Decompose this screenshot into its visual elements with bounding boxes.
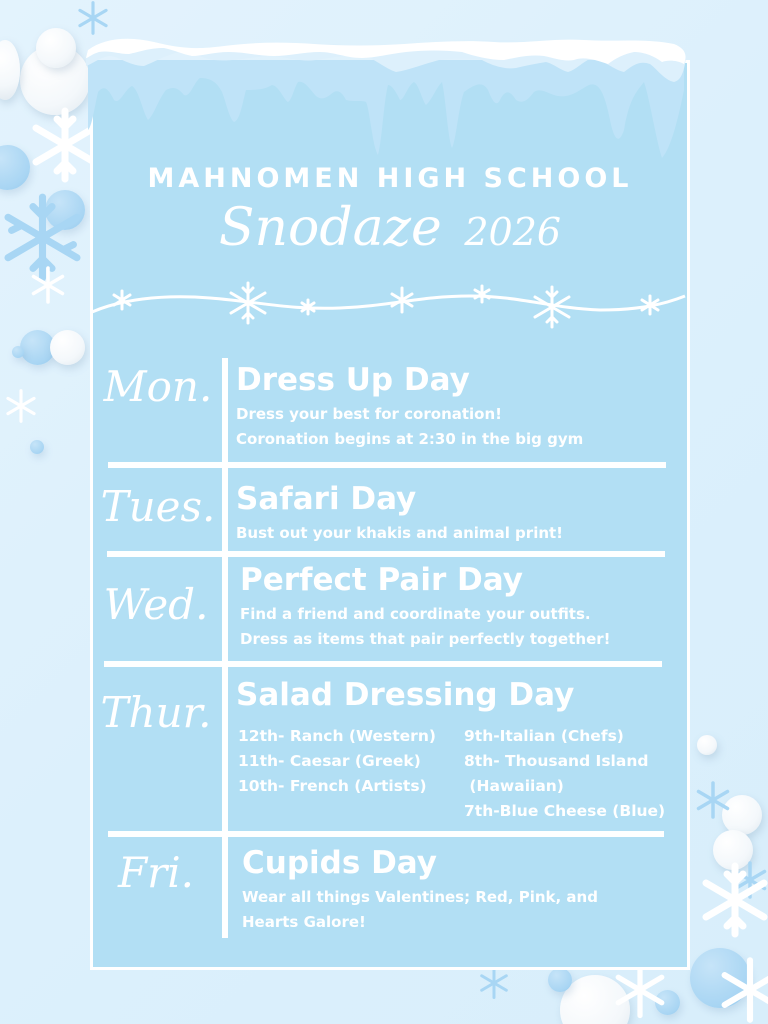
day-label-tuesday: Tues.	[100, 482, 216, 531]
day-description	[236, 521, 563, 546]
snowflake-icon	[3, 388, 39, 424]
event-year: 2026	[464, 210, 562, 254]
day-entry-monday	[236, 362, 583, 452]
day-entry-thursday	[236, 677, 574, 713]
grade-dressing-item: 11th- Caesar (Greek)	[238, 752, 421, 770]
grade-dressing-item: (Hawaiian)	[464, 777, 564, 795]
grade-dressing-item: 12th- Ranch (Western)	[238, 727, 436, 745]
day-title: Cupids Day	[242, 845, 437, 881]
snowflake-icon	[28, 265, 68, 305]
schedule-divider-vertical	[222, 358, 228, 938]
day-title: Safari Day	[236, 481, 417, 517]
description-line: Dress your best for coronation!	[236, 405, 503, 423]
snowflake-icon	[715, 955, 768, 1024]
snowball-decoration	[697, 735, 717, 755]
grade-dressing-item: 9th-Italian (Chefs)	[464, 727, 624, 745]
grade-dressing-left-column	[238, 724, 436, 799]
day-title: Salad Dressing Day	[236, 677, 575, 713]
icicle-snow-cap-icon	[84, 30, 688, 170]
blue-ball-decoration	[30, 440, 44, 454]
school-name: MAHNOMEN HIGH SCHOOL	[147, 163, 633, 194]
description-line: Find a friend and coordinate your outfits.	[240, 605, 591, 623]
row-divider	[108, 831, 664, 837]
description-line: Coronation begins at 2:30 in the big gym	[236, 430, 584, 448]
grade-dressing-item: 10th- French (Artists)	[238, 777, 427, 795]
row-divider	[108, 462, 666, 468]
day-label-wednesday: Wed.	[103, 580, 209, 629]
description-line: Wear all things Valentines; Red, Pink, and	[242, 888, 598, 906]
day-title: Dress Up Day	[236, 362, 470, 398]
day-description	[236, 402, 583, 452]
day-entry-wednesday	[240, 562, 610, 652]
day-title: Perfect Pair Day	[240, 562, 523, 598]
description-line: Hearts Galore!	[242, 913, 366, 931]
snowball-decoration	[50, 330, 85, 365]
blue-ball-decoration	[548, 968, 572, 992]
snowflake-garland-icon	[90, 280, 690, 330]
snowball-decoration	[0, 40, 20, 100]
grade-dressing-right-column	[464, 724, 665, 824]
description-line: Dress as items that pair perfectly together!	[240, 630, 611, 648]
event-title	[90, 198, 690, 258]
day-label-thursday: Thur.	[100, 688, 212, 737]
grade-dressing-item: 8th- Thousand Island	[464, 752, 649, 770]
blue-ball-decoration	[12, 346, 24, 358]
day-label-friday: Fri.	[117, 848, 194, 897]
day-entry-tuesday	[236, 481, 563, 546]
snowflake-icon	[477, 966, 511, 1000]
description-line: Bust out your khakis and animal print!	[236, 524, 564, 542]
day-description	[240, 602, 610, 652]
snowball-decoration	[36, 28, 76, 68]
day-label-monday: Mon.	[103, 362, 213, 411]
day-entry-friday	[242, 845, 598, 935]
event-name: Snodaze	[218, 198, 442, 258]
snowflake-icon	[695, 860, 768, 940]
grade-dressing-item: 7th-Blue Cheese (Blue)	[464, 802, 666, 820]
row-divider	[104, 661, 662, 667]
day-description	[242, 885, 598, 935]
snowflake-icon	[693, 780, 733, 820]
row-divider	[107, 551, 665, 557]
